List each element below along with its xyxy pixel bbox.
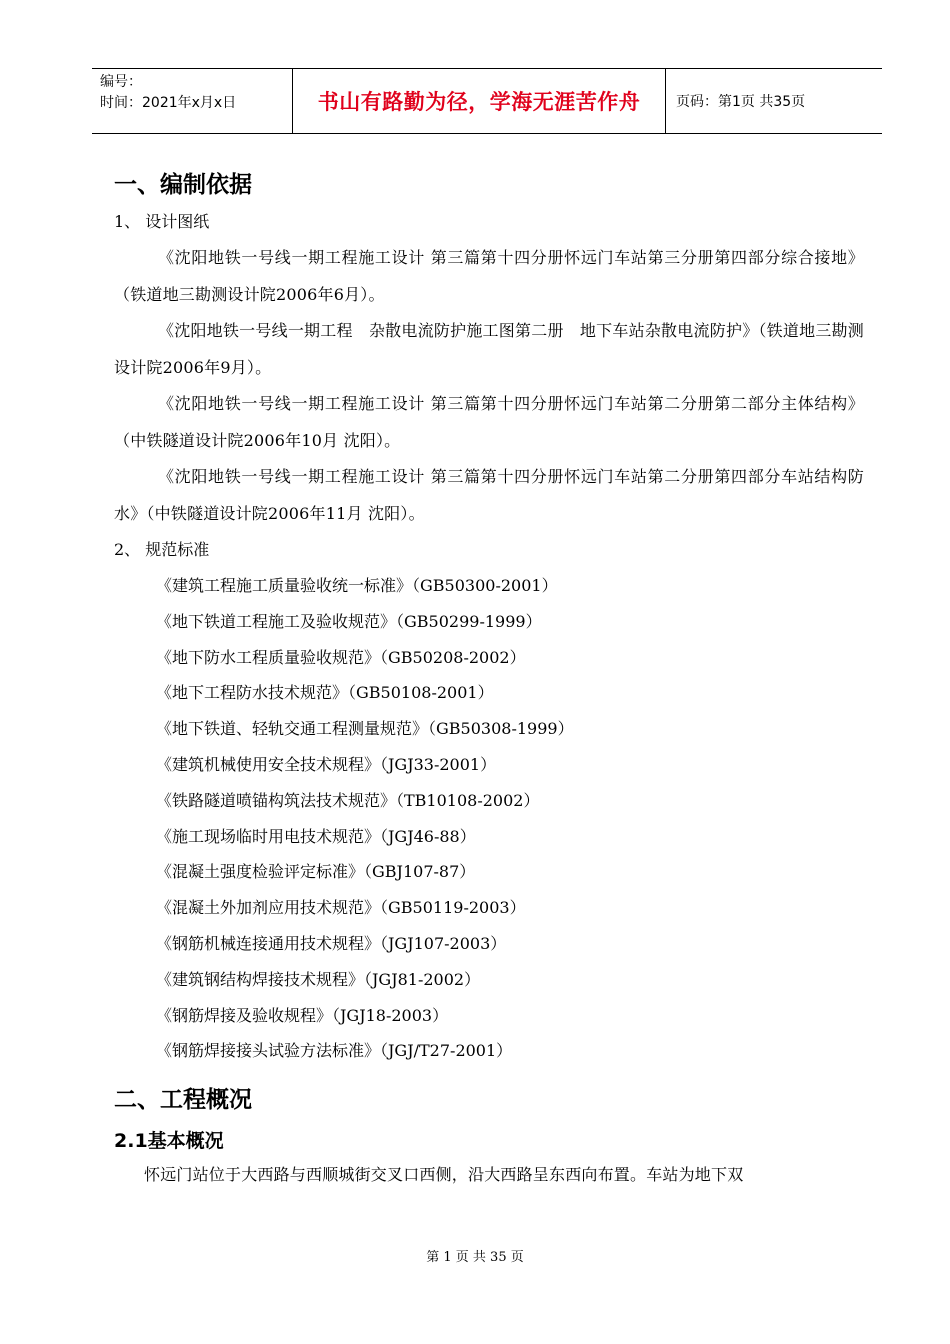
standard-item: 《地下防水工程质量验收规范》（GB50208-2002） — [156, 647, 526, 667]
section1-title: 一、编制依据 — [114, 172, 252, 198]
number-label: 编号： — [100, 74, 142, 90]
header-motto: 书山有路勤为径，学海无涯苦作舟 — [292, 69, 666, 133]
drawing-ref: 《沈阳地铁一号线一期工程 杂散电流防护施工图第二册 地下车站杂散电流防护》（铁道地三勘测设计院2006年9月）。 — [114, 321, 864, 377]
section2-subtitle: 2.1基本概况 — [114, 1130, 224, 1153]
document-body — [114, 166, 864, 1194]
standard-item: 《建筑工程施工质量验收统一标准》（GB50300-2001） — [156, 576, 558, 595]
standard-item: 《建筑机械使用安全技术规程》（JGJ33-2001） — [156, 754, 497, 774]
header-page-label: 页码：第1页 共35页 — [676, 94, 806, 110]
standard-item: 《地下铁道工程施工及验收规范》（GB50299-1999） — [156, 611, 542, 631]
standard-item: 《钢筋焊接及验收规程》（JGJ18-2003） — [156, 1005, 449, 1025]
header-meta — [92, 69, 292, 133]
section1-sub1: 1、 设计图纸 — [114, 212, 210, 231]
page-footer: 第 1 页 共 35 页 — [426, 1250, 524, 1265]
time-label: 时间：2021年x月x日 — [100, 95, 237, 111]
standard-item: 《铁路隧道喷锚构筑法技术规范》（TB10108-2002） — [156, 790, 540, 810]
section1-sub2: 2、 规范标准 — [114, 540, 210, 559]
standard-item: 《施工现场临时用电技术规范》（JGJ46-88） — [156, 826, 476, 846]
standard-item: 《混凝土强度检验评定标准》（GBJ107-87） — [156, 862, 476, 882]
page-header — [92, 68, 882, 134]
standard-item: 《地下铁道、轻轨交通工程测量规范》（GB50308-1999） — [156, 719, 574, 739]
standard-item: 《混凝土外加剂应用技术规范》（GB50119-2003） — [156, 898, 526, 918]
standard-item: 《建筑钢结构焊接技术规程》（JGJ81-2002） — [156, 969, 481, 989]
section2-para: 怀远门站位于大西路与西顺城街交叉口西侧，沿大西路呈东西向布置。车站为地下双 — [144, 1165, 744, 1185]
standard-item: 《钢筋焊接接头试验方法标准》（JGJ/T27-2001） — [156, 1041, 513, 1061]
standard-item: 《钢筋机械连接通用技术规程》（JGJ107-2003） — [156, 933, 507, 953]
standard-item: 《地下工程防水技术规范》（GB50108-2001） — [156, 683, 494, 703]
drawing-ref: 《沈阳地铁一号线一期工程施工设计 第三篇第十四分册怀远门车站第三分册第四部分综合接地》（铁道地三勘测设计院2006年6月）。 — [114, 248, 864, 304]
section2-title: 二、工程概况 — [114, 1087, 252, 1114]
drawing-ref: 《沈阳地铁一号线一期工程施工设计 第三篇第十四分册怀远门车站第二分册第二部分主体结构》（中铁隧道设计院2006年10月 沈阳）。 — [114, 394, 864, 450]
drawing-ref: 《沈阳地铁一号线一期工程施工设计 第三篇第十四分册怀远门车站第二分册第四部分车站结构防水》（中铁隧道设计院2006年11月 沈阳）。 — [114, 467, 864, 523]
